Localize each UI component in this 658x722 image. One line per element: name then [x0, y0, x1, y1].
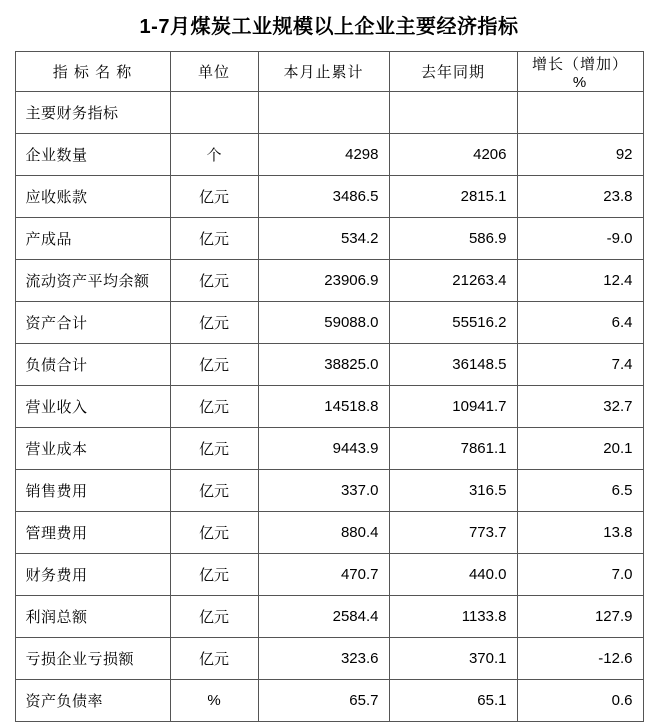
- cell-indicator-name: 企业数量: [15, 134, 170, 176]
- cell-lastyear: 4206: [389, 134, 517, 176]
- table-row: [15, 260, 643, 302]
- table-row: [15, 134, 643, 176]
- cell-lastyear: 440.0: [389, 554, 517, 596]
- cell-growth: -9.0: [517, 218, 643, 260]
- cell-lastyear: 10941.7: [389, 386, 517, 428]
- cell-growth: 23.8: [517, 176, 643, 218]
- cell-lastyear: 7861.1: [389, 428, 517, 470]
- cell-current: 323.6: [258, 638, 389, 680]
- table-row: [15, 512, 643, 554]
- column-header-current: 本月止累计: [258, 52, 389, 92]
- cell-current: 470.7: [258, 554, 389, 596]
- cell-indicator-name: 财务费用: [15, 554, 170, 596]
- cell-indicator-name: 资产合计: [15, 302, 170, 344]
- cell-current: [258, 92, 389, 134]
- section-label: 主要财务指标: [15, 92, 170, 134]
- cell-current: 337.0: [258, 470, 389, 512]
- table-row: [15, 218, 643, 260]
- cell-current: 880.4: [258, 512, 389, 554]
- table-row: [15, 386, 643, 428]
- table-row: [15, 92, 643, 134]
- cell-growth: [517, 92, 643, 134]
- cell-unit: [170, 92, 258, 134]
- cell-unit: 亿元: [170, 218, 258, 260]
- table-row: [15, 680, 643, 722]
- table-body: [15, 92, 643, 722]
- cell-unit: %: [170, 680, 258, 722]
- table-row: [15, 554, 643, 596]
- cell-lastyear: 316.5: [389, 470, 517, 512]
- cell-unit: 个: [170, 134, 258, 176]
- cell-unit: 亿元: [170, 596, 258, 638]
- table-row: [15, 428, 643, 470]
- cell-unit: 亿元: [170, 554, 258, 596]
- cell-unit: 亿元: [170, 344, 258, 386]
- cell-growth: 13.8: [517, 512, 643, 554]
- cell-unit: 亿元: [170, 176, 258, 218]
- cell-unit: 亿元: [170, 260, 258, 302]
- cell-indicator-name: 流动资产平均余额: [15, 260, 170, 302]
- table-row: [15, 470, 643, 512]
- cell-unit: 亿元: [170, 638, 258, 680]
- cell-indicator-name: 营业收入: [15, 386, 170, 428]
- cell-growth: 7.4: [517, 344, 643, 386]
- economic-indicators-table: [15, 51, 644, 722]
- cell-indicator-name: 负债合计: [15, 344, 170, 386]
- cell-growth: 20.1: [517, 428, 643, 470]
- table-row: [15, 302, 643, 344]
- cell-unit: 亿元: [170, 386, 258, 428]
- cell-current: 65.7: [258, 680, 389, 722]
- cell-current: 38825.0: [258, 344, 389, 386]
- cell-indicator-name: 管理费用: [15, 512, 170, 554]
- cell-current: 2584.4: [258, 596, 389, 638]
- cell-unit: 亿元: [170, 470, 258, 512]
- page-title: 1-7月煤炭工业规模以上企业主要经济指标: [139, 16, 519, 38]
- cell-current: 534.2: [258, 218, 389, 260]
- cell-lastyear: 1133.8: [389, 596, 517, 638]
- cell-current: 4298: [258, 134, 389, 176]
- cell-lastyear: [389, 92, 517, 134]
- cell-indicator-name: 亏损企业亏损额: [15, 638, 170, 680]
- cell-lastyear: 370.1: [389, 638, 517, 680]
- cell-current: 59088.0: [258, 302, 389, 344]
- cell-unit: 亿元: [170, 512, 258, 554]
- table-row: [15, 176, 643, 218]
- cell-growth: 6.4: [517, 302, 643, 344]
- cell-indicator-name: 销售费用: [15, 470, 170, 512]
- cell-current: 23906.9: [258, 260, 389, 302]
- column-header-unit: 单位: [170, 52, 258, 92]
- cell-lastyear: 2815.1: [389, 176, 517, 218]
- cell-growth: -12.6: [517, 638, 643, 680]
- cell-indicator-name: 利润总额: [15, 596, 170, 638]
- cell-lastyear: 21263.4: [389, 260, 517, 302]
- cell-lastyear: 586.9: [389, 218, 517, 260]
- cell-growth: 12.4: [517, 260, 643, 302]
- cell-unit: 亿元: [170, 428, 258, 470]
- cell-lastyear: 65.1: [389, 680, 517, 722]
- cell-unit: 亿元: [170, 302, 258, 344]
- cell-growth: 6.5: [517, 470, 643, 512]
- cell-current: 14518.8: [258, 386, 389, 428]
- cell-growth: 92: [517, 134, 643, 176]
- table-header-row: [15, 52, 643, 92]
- column-header-growth: 增长（增加）%: [517, 52, 643, 92]
- cell-growth: 127.9: [517, 596, 643, 638]
- cell-growth: 32.7: [517, 386, 643, 428]
- table-header: [15, 52, 643, 92]
- table-row: [15, 596, 643, 638]
- table-row: [15, 344, 643, 386]
- cell-lastyear: 36148.5: [389, 344, 517, 386]
- cell-lastyear: 773.7: [389, 512, 517, 554]
- cell-indicator-name: 产成品: [15, 218, 170, 260]
- cell-current: 3486.5: [258, 176, 389, 218]
- cell-current: 9443.9: [258, 428, 389, 470]
- cell-growth: 0.6: [517, 680, 643, 722]
- cell-indicator-name: 营业成本: [15, 428, 170, 470]
- cell-lastyear: 55516.2: [389, 302, 517, 344]
- cell-growth: 7.0: [517, 554, 643, 596]
- cell-indicator-name: 应收账款: [15, 176, 170, 218]
- column-header-lastyear: 去年同期: [389, 52, 517, 92]
- table-row: [15, 638, 643, 680]
- cell-indicator-name: 资产负债率: [15, 680, 170, 722]
- column-header-indicator: 指 标 名 称: [15, 52, 170, 92]
